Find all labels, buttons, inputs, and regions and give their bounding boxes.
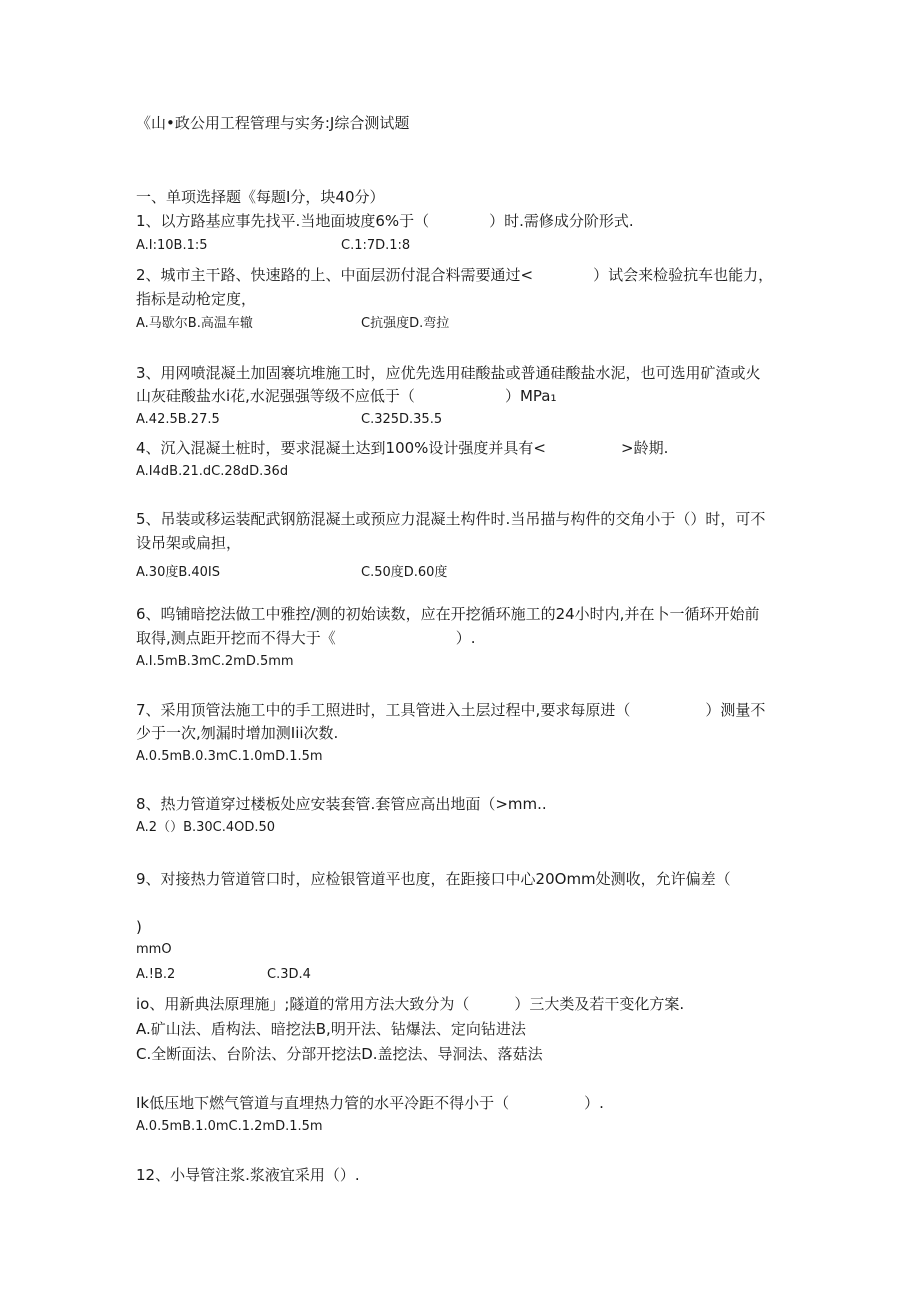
document-title: 《山•政公用工程管理与实务:J综合测试题: [136, 114, 410, 132]
question-7-options-a: A.0.5mB.0.3mC.1.0mD.1.5m: [136, 749, 323, 764]
question-2-line-1: 2、城市主干路、快速路的上、中面层沥付混合料需要通过< ）试会来检验抗车也能力，: [136, 266, 774, 284]
question-3-options-b: C.325D.35.5: [361, 412, 443, 427]
question-7-line-1: 7、采用顶管法施工中的手工照进时，工具管进入土层过程中,要求每原进（ ）测量不: [136, 701, 766, 719]
question-6-line-2: 取得,测点距开挖而不得大于《 ）.: [136, 629, 476, 647]
question-9-line-1: 9、对接热力管道管口时，应检银管道平也度，在距接口中心20Omm处测收，允许偏差（: [136, 870, 731, 888]
question-9-line-3: mmO: [136, 942, 172, 957]
question-10-options-a: A.矿山法、盾构法、暗挖法B,明开法、钻爆法、定向钻进法: [136, 1020, 526, 1038]
question-5-line-2: 设吊架或扁担，: [136, 534, 242, 552]
question-12-line-1: 12、小导管注浆.浆液宜采用（）.: [136, 1166, 360, 1184]
question-3-line-1: 3、用网喷混凝土加固褰坑堆施工时，应优先选用硅酸盐或普通硅酸盐水泥，也可选用矿渣或火: [136, 364, 761, 382]
question-4-options-a: A.I4dB.21.dC.28dD.36d: [136, 464, 289, 479]
question-9-options-b: C.3D.4: [267, 967, 311, 982]
question-2-options-a: A.马歇尔B.高温车辙: [136, 316, 253, 331]
question-10-line-1: io、用新典法原理施」;隧道的常用方法大致分为（ ）三大类及若干变化方案.: [136, 995, 685, 1013]
question-1-line-1: 1、以方路基应事先找平.当地面坡度6%于（ ）时.需修成分阶形式.: [136, 212, 634, 230]
question-6-line-1: 6、呜铺暗挖法做工中雅控/测的初始读数，应在开挖循环施工的24小时内,并在卜一循环开始前: [136, 605, 760, 623]
question-2-line-2: 指标是动枪定度，: [136, 290, 257, 308]
question-9-line-2: ): [136, 918, 142, 936]
question-1-options-b: C.1:7D.1:8: [341, 238, 411, 253]
question-10-options-b: C.全断面法、台阶法、分部开挖法D.盖挖法、导洞法、落菇法: [136, 1045, 543, 1063]
question-11-line-1: Ik低压地下燃气管道与直埋热力管的水平冷距不得小于（ ）.: [136, 1094, 604, 1112]
question-5-options-a: A.30度B.40IS: [136, 565, 221, 580]
question-8-line-1: 8、热力管道穿过楼板处应安装套管.套管应高出地面（>mm..: [136, 795, 547, 813]
question-1-options-a: A.I:10B.1:5: [136, 238, 208, 253]
question-11-options-a: A.0.5mB.1.0mC.1.2mD.1.5m: [136, 1119, 323, 1134]
question-4-line-1: 4、沉入混凝土桩时，要求混凝土达到100%设计强度并具有< >龄期.: [136, 439, 669, 457]
question-8-options-a: A.2（）B.30C.4OD.50: [136, 820, 276, 835]
question-9-options-a: A.!B.2: [136, 967, 176, 982]
question-7-line-2: 少于一次,刎漏时增加测Iii次数.: [136, 724, 339, 742]
question-5-line-1: 5、吊装或移运装配武钢筋混凝土或预应力混凝土构件时.当吊描与构件的交角小于（）时，可不: [136, 510, 766, 528]
question-5-options-b: C.50度D.60度: [361, 565, 448, 580]
question-3-line-2: 山灰硅酸盐水i花,水泥强强等级不应低于（ ）MPa₁: [136, 387, 557, 405]
question-3-options-a: A.42.5B.27.5: [136, 412, 220, 427]
section-header: 一、单项选择题《每题I分，块40分）: [136, 188, 385, 206]
question-6-options-a: A.I.5mB.3mC.2mD.5mm: [136, 654, 294, 669]
question-2-options-b: C抗强度D.弯拉: [361, 316, 450, 331]
